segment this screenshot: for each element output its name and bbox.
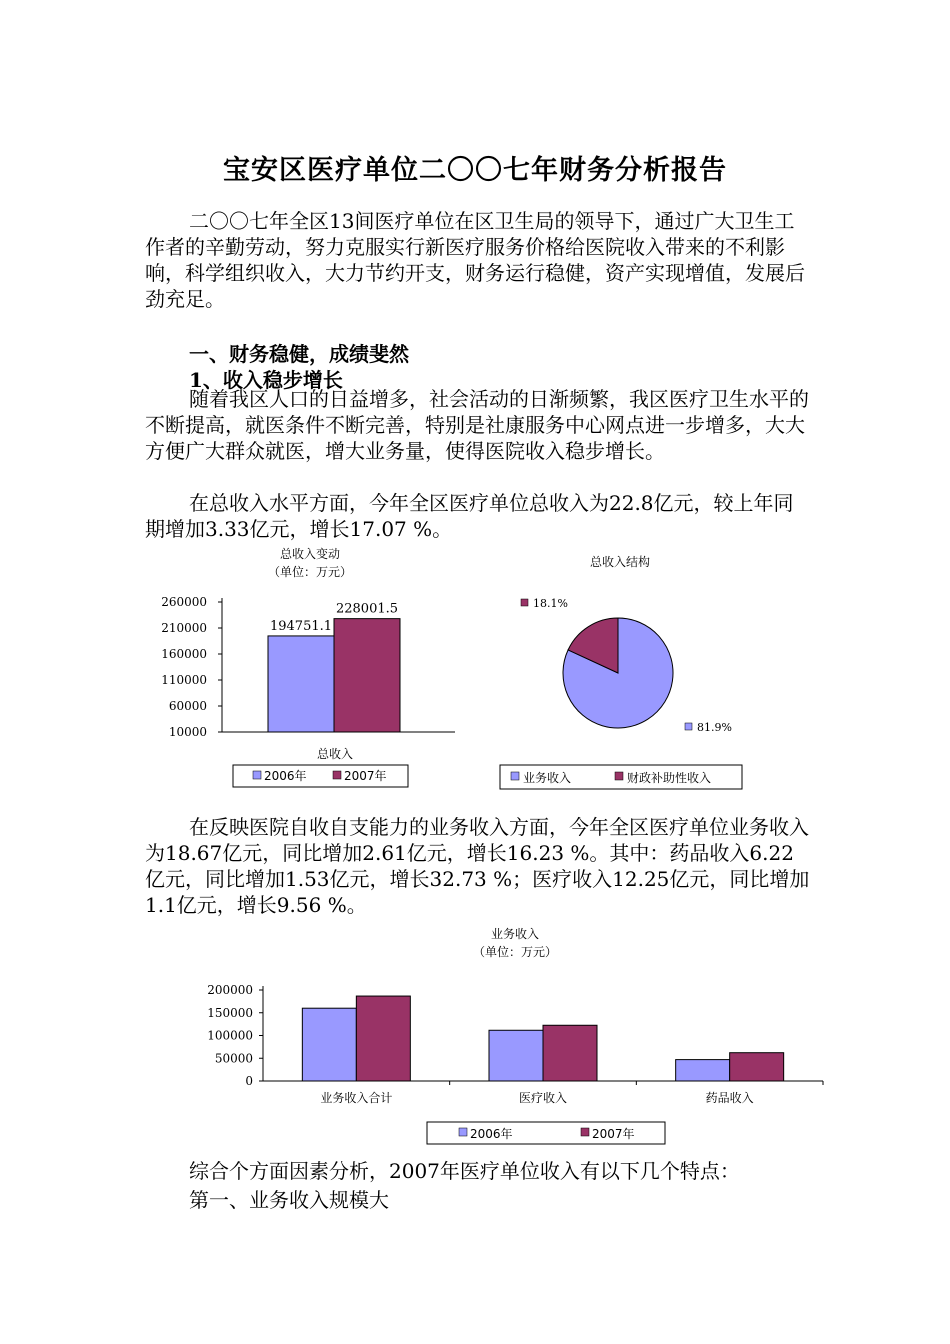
summary-paragraph: 综合个方面因素分析，2007年医疗单位收入有以下几个特点： xyxy=(189,1159,740,1183)
legend-label-2006: 2006年 xyxy=(264,769,307,783)
pie-label-swatch-finance xyxy=(521,599,528,606)
chart3-bar xyxy=(543,1025,597,1081)
chart2-legend xyxy=(500,765,742,789)
pie-label-finance: 18.1% xyxy=(533,597,568,610)
income-structure-pie-chart xyxy=(495,540,750,795)
chart3-tick-label: 150000 xyxy=(207,1005,253,1020)
chart3-bar xyxy=(302,1008,356,1081)
chart3-bar xyxy=(730,1053,784,1081)
chart1-tick-label: 10000 xyxy=(168,725,207,739)
intro-paragraph: 二〇〇七年全区13间医疗单位在区卫生局的领导下，通过广大卫生工作者的辛勤劳动，努力克服实行新医疗服务价格给医院收入带来的不利影响，科学组织收入，大力节约开支，财务运行稳健，资产实现增值，发展后劲充足。 xyxy=(145,209,805,311)
total-income-paragraph: 在总收入水平方面，今年全区医疗单位总收入为22.8亿元，较上年同期增加3.33亿元，增长17.07 %。 xyxy=(145,491,794,541)
chart1-bar-0 xyxy=(268,636,334,732)
legend-label-finance: 财政补助性收入 xyxy=(627,771,712,785)
page-title: 宝安区医疗单位二〇〇七年财务分析报告 xyxy=(223,155,727,186)
legend3-swatch-2007 xyxy=(581,1128,589,1136)
chart3-subtitle: （单位：万元） xyxy=(472,945,558,959)
chart1-data-label: 228001.5 xyxy=(335,601,399,617)
chart3-legend xyxy=(427,1122,665,1144)
legend-swatch-business xyxy=(511,772,519,780)
chart1-tick-label: 110000 xyxy=(161,673,207,687)
point-one: 第一、业务收入规模大 xyxy=(189,1188,389,1212)
chart1-data-label: 194751.1 xyxy=(269,618,333,634)
pie-label-swatch-business xyxy=(685,723,692,730)
pie-label-business: 81.9% xyxy=(697,721,732,734)
chart1-tick-label: 60000 xyxy=(168,699,207,713)
section-heading-1: 一、财务稳健，成绩斐然 xyxy=(189,342,409,366)
chart3-tick-label: 50000 xyxy=(214,1051,253,1066)
chart1-tick-label: 160000 xyxy=(161,647,207,661)
subsection-heading-1: 1、收入稳步增长 xyxy=(189,368,343,392)
chart3-category-label: 业务收入合计 xyxy=(320,1091,393,1105)
legend-swatch-2007 xyxy=(333,771,341,779)
growth-paragraph: 随着我区人口的日益增多，社会活动的日渐频繁，我区医疗卫生水平的不断提高，就医条件不断完善，特别是社康服务中心网点进一步增多，大大方便广大群众就医，增大业务量，使得医院收入稳步增长。 xyxy=(145,387,809,463)
legend-label-business: 业务收入 xyxy=(523,771,572,785)
chart3-bar xyxy=(676,1060,730,1081)
business-income-paragraph: 在反映医院自收自支能力的业务收入方面，今年全区医疗单位业务收入为18.67亿元，同比增加2.61亿元，增长16.23 %。其中：药品收入6.22亿元，同比增加1.53亿元，增长32.73 %；医疗收入12.25亿元，同比增加1.1亿元，增长9.56 %。 xyxy=(145,815,810,917)
chart3-category-label: 医疗收入 xyxy=(518,1091,568,1105)
chart1-tick-label: 260000 xyxy=(161,595,207,609)
chart1-subtitle: （单位：万元） xyxy=(267,565,353,579)
chart3-title: 业务收入 xyxy=(490,927,540,941)
chart3-bar xyxy=(489,1030,543,1081)
chart1-tick-label: 210000 xyxy=(161,621,207,635)
total-income-chart xyxy=(145,540,475,795)
chart1-legend xyxy=(233,765,408,787)
chart1-title: 总收入变动 xyxy=(279,547,341,561)
chart2-title: 总收入结构 xyxy=(589,555,651,569)
business-income-chart xyxy=(195,920,835,1152)
chart1-bar-1 xyxy=(334,619,400,732)
legend3-label-2006: 2006年 xyxy=(470,1127,513,1141)
legend-swatch-2006 xyxy=(253,771,261,779)
chart3-category-label: 药品收入 xyxy=(705,1091,754,1105)
legend-label-2007: 2007年 xyxy=(344,769,387,783)
legend3-label-2007: 2007年 xyxy=(592,1127,635,1141)
chart3-tick-label: 200000 xyxy=(207,983,253,997)
legend3-swatch-2006 xyxy=(459,1128,467,1136)
chart1-category-label: 总收入 xyxy=(316,747,354,761)
legend-swatch-finance xyxy=(615,772,623,780)
chart3-bar xyxy=(356,996,410,1081)
chart3-tick-label: 100000 xyxy=(207,1028,253,1043)
chart3-tick-label: 0 xyxy=(245,1074,253,1088)
